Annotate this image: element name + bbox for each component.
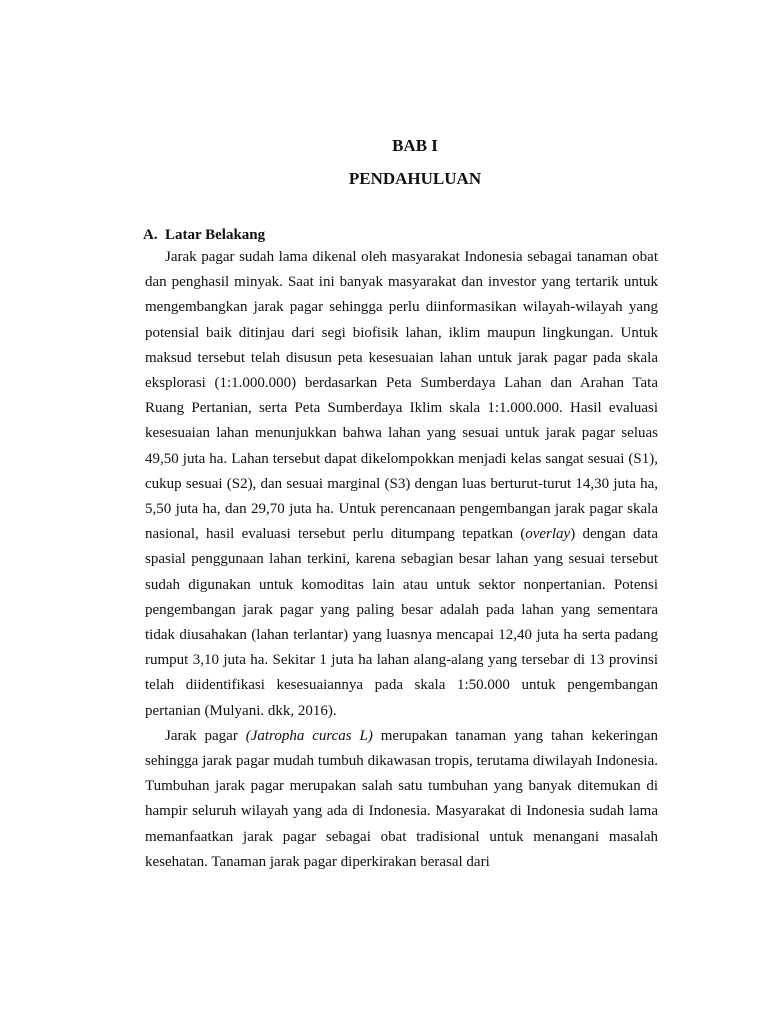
paragraph-2 bbox=[145, 724, 658, 875]
section-title: Latar Belakang bbox=[165, 227, 266, 243]
paragraph-1 bbox=[145, 245, 658, 724]
paragraph-1-text-end: ) dengan data spasial penggunaan lahan terkini, karena sebagian besar lahan yang sesuai tersebut sudah digunakan untuk komoditas lain atau untuk sektor nonpertanian. Potensi pengembangan jarak pagar yang paling besar adalah pada lahan yang sementara tidak diusahakan (lahan terlantar) yang luasnya mencapai 12,40 juta ha serta padang rumput 3,10 juta ha. Sekitar 1 juta ha lahan alang-alang yang tersebar di 13 provinsi telah diidentifikasi kesesuaiannya pada skala 1:50.000 untuk pengembangan pertanian (Mulyani. dkk, 2016). bbox=[145, 526, 658, 719]
body-text bbox=[145, 245, 658, 875]
section-heading bbox=[143, 225, 265, 245]
paragraph-1-italic-term: overlay bbox=[525, 526, 571, 543]
chapter-title: PENDAHULUAN bbox=[348, 169, 482, 188]
paragraph-2-italic-term: (Jatropha curcas L) bbox=[245, 727, 373, 744]
section-marker: A. bbox=[143, 227, 158, 243]
paragraph-1-text-start: Jarak pagar sudah lama dikenal oleh masyarakat Indonesia sebagai tanaman obat dan penghasil minyak. Saat ini banyak masyarakat dan investor yang tertarik untuk mengembangkan jarak pagar sehingga perlu diinformasikan wilayah-wilayah yang potensial baik ditinjau dari segi biofisik lahan, iklim maupun lingkungan. Untuk maksud tersebut telah disusun peta kesesuaian lahan untuk jarak pagar pada skala eksplorasi (1:1.000.000) berdasarkan Peta Sumberdaya Lahan dan Arahan Tata Ruang Pertanian, serta Peta Sumberdaya Iklim skala 1:1.000.000. Hasil evaluasi kesesuaian lahan menunjukkan bahwa lahan yang sesuai untuk jarak pagar seluas 49,50 juta ha. Lahan tersebut dapat dikelompokkan menjadi kelas sangat sesuai (S1), cukup sesuai (S2), dan sesuai marginal (S3) dengan luas berturut-turut 14,30 juta ha, 5,50 juta ha, dan 29,70 juta ha. Untuk perencanaan pengembangan jarak pagar skala nasional, hasil evaluasi tersebut perlu ditumpang tepatkan ( bbox=[145, 249, 658, 543]
chapter-number: BAB I bbox=[392, 136, 438, 155]
paragraph-2-text-end: merupakan tanaman yang tahan kekeringan sehingga jarak pagar mudah tumbuh dikawasan tropis, terutama diwilayah Indonesia. Tumbuhan jarak pagar merupakan salah satu tumbuhan yang banyak ditemukan di hampir seluruh wilayah yang ada di Indonesia. Masyarakat di Indonesia sudah lama memanfaatkan jarak pagar sebagai obat tradisional untuk menangani masalah kesehatan. Tanaman jarak pagar diperkirakan berasal dari bbox=[145, 727, 658, 870]
paragraph-2-text-start: Jarak pagar bbox=[165, 727, 246, 744]
